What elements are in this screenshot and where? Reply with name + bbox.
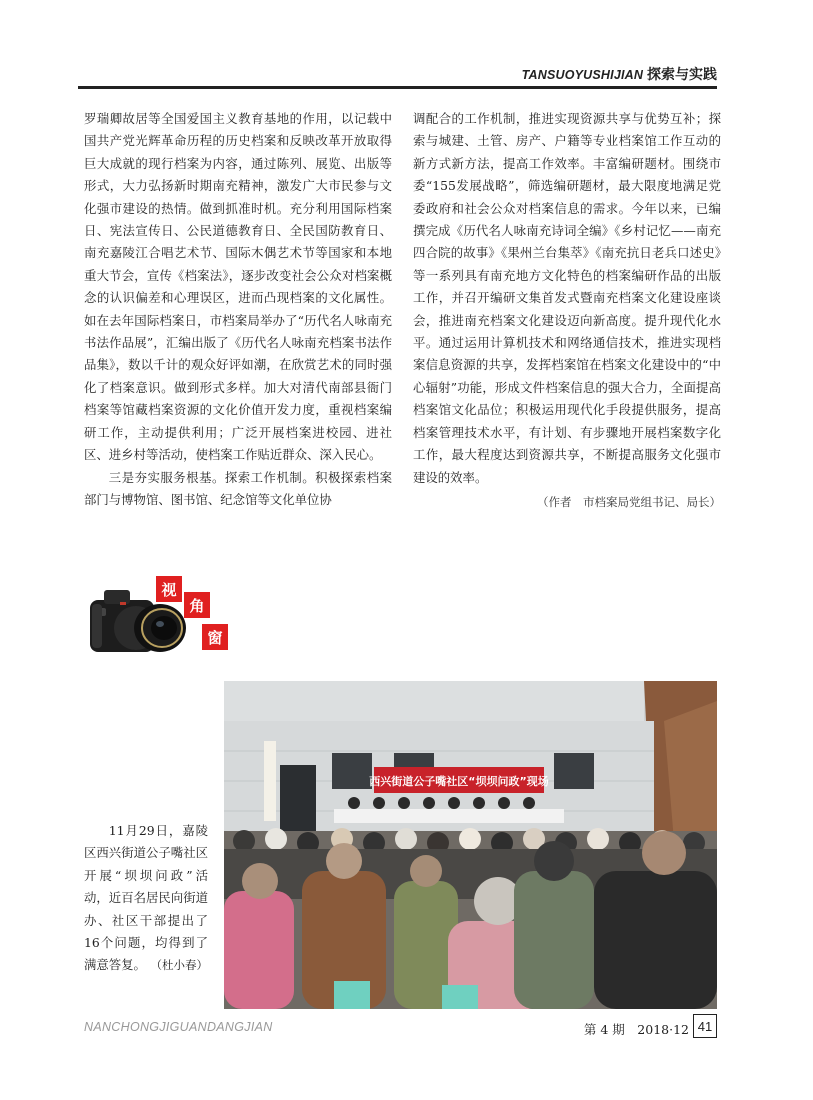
page-number: 41 xyxy=(693,1014,717,1038)
right-paragraph-1: 调配合的工作机制，推进实现资源共享与优势互补；探索与城建、土管、房产、户籍等专业档案馆工作互动的新方式新方法，提高工作效率。丰富编研题材。围绕市委“155发展战略”，筛选编研题材，最大限度地满足党委政府和社会公众对档案信息的需求。今年以来，已编撰完成《历代名人咏南充诗词全编》《乡村记忆——南充四合院的故事》《果州兰台集萃》《南充抗日老兵口述史》等一系列具有南充地方文化特色的档案编研作品的出版工作，并召开编研文集首发式暨南充档案文化建设座谈会，推进南充档案文化建设迈向新高度。提升现代化水平。通过运用计算机技术和网络通信技术，推进实现档案信息资源的共享，发挥档案馆在档案文化建设中的“中心辐射”功能，形成文件档案信息的强大合力，全面提高档案馆文化品位；积极运用现代化手段提供服务，提高档案管理技术水平，有计划、有步骤地开展档案数字化工作，最大程度达到资源共享，不断提高服务文化强市建设的效率。 xyxy=(413,111,721,485)
badge-char-1: 视 xyxy=(156,576,182,602)
perspective-window-badge xyxy=(84,568,244,668)
header-title-cn: 探索与实践 xyxy=(647,66,717,82)
left-paragraph-1: 罗瑞卿故居等全国爱国主义教育基地的作用，以记载中国共产党光辉革命历程的历史档案和反映改革开放取得巨大成就的现行档案为内容，通过陈列、展览、出版等形式，大力弘扬新时期南充精神，激发广大市民参与文化强市建设的热情。做到抓准时机。充分利用国际档案日、宪法宣传日、公民道德教育日、全民国防教育日、南充嘉陵江合唱艺术节、国际木偶艺术节等国家和本地重大节会，宣传《档案法》，逐步改变社会公众对档案概念的认识偏差和心理误区，进而凸现档案的文化属性。如在去年国际档案日，市档案局举办了“历代名人咏南充书法作品展”，汇编出版了《历代名人咏南充档案书法作品集》，数以千计的观众好评如潮，在欣赏艺术的同时强化了档案意识。做到形式多样。加大对清代南部县衙门档案等馆藏档案资源的文化价值开发力度，重视档案编研工作，主动提供利用；广泛开展档案进校园、进社区、进乡村等活动，使档案工作贴近群众、深入民心。 xyxy=(84,111,392,463)
event-photo-illustration xyxy=(224,681,717,1009)
right-column xyxy=(413,108,721,513)
header-title-latin: TANSUOYUSHIJIAN xyxy=(521,68,644,82)
footer-journal-name: NANCHONGJIGUANDANGJIAN xyxy=(84,1020,273,1034)
left-paragraph-2: 三是夯实服务根基。探索工作机制。积极探索档案部门与博物馆、图书馆、纪念馆等文化单位协 xyxy=(84,469,392,507)
badge-char-2: 角 xyxy=(184,592,210,618)
caption-text: 11月29日，嘉陵区西兴街道公子嘴社区开展“坝坝问政”活动，近百名居民向街道办、社区干部提出了16个问题，均得到了满意答复。 xyxy=(84,823,208,973)
photo-banner-text: 西兴街道公子嘴社区“坝坝问政”现场 xyxy=(369,775,549,788)
author-note: （作者 市档案局党组书记、局长） xyxy=(537,494,721,509)
event-photo xyxy=(224,681,717,1009)
left-column xyxy=(84,108,392,511)
header-rule xyxy=(78,86,717,89)
footer-issue: 第 4 期 2018·12 xyxy=(583,1022,689,1037)
caption-credit: （杜小春） xyxy=(150,958,208,973)
photo-caption xyxy=(84,820,208,977)
header-title xyxy=(522,64,717,84)
badge-char-3: 窗 xyxy=(202,624,228,650)
